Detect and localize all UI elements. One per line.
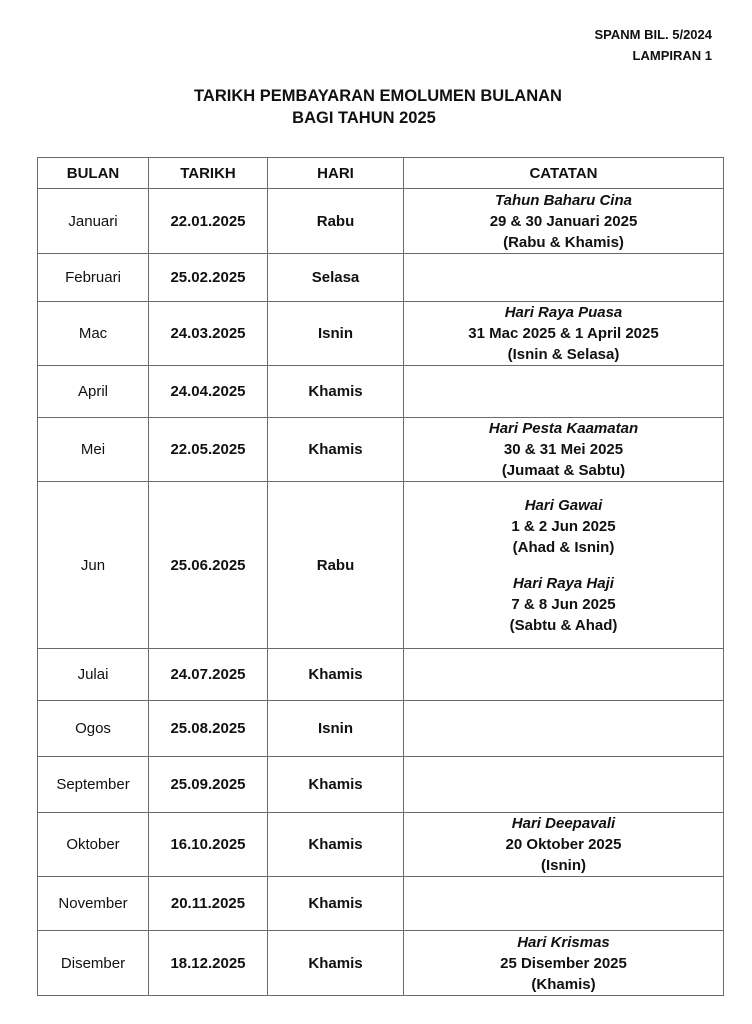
cell-tarikh: 25.09.2025 xyxy=(149,757,268,813)
cell-catatan xyxy=(404,189,724,254)
title-line-2: BAGI TAHUN 2025 xyxy=(292,109,436,127)
table-row xyxy=(38,302,724,366)
cell-tarikh: 24.03.2025 xyxy=(149,302,268,366)
holiday-days: (Isnin) xyxy=(541,857,586,874)
table-row xyxy=(38,757,724,813)
holiday-date: 1 & 2 Jun 2025 xyxy=(511,517,616,535)
cell-hari: Khamis xyxy=(268,813,404,877)
cell-catatan xyxy=(404,931,724,996)
column-header-tarikh: TARIKH xyxy=(149,158,268,189)
holiday-date: 7 & 8 Jun 2025 xyxy=(511,595,616,613)
cell-bulan: Februari xyxy=(38,254,149,302)
cell-hari: Khamis xyxy=(268,877,404,931)
cell-catatan xyxy=(404,813,724,877)
cell-bulan: Mac xyxy=(38,302,149,366)
holiday-days: (Jumaat & Sabtu) xyxy=(501,462,626,479)
cell-catatan xyxy=(404,701,724,757)
cell-catatan xyxy=(404,302,724,366)
attachment-label: LAMPIRAN 1 xyxy=(632,48,712,63)
cell-tarikh: 25.02.2025 xyxy=(149,254,268,302)
cell-hari: Khamis xyxy=(268,418,404,482)
table-row xyxy=(38,482,724,649)
cell-bulan: April xyxy=(38,366,149,418)
cell-tarikh: 18.12.2025 xyxy=(149,931,268,996)
holiday-name: Hari Gawai xyxy=(524,496,603,514)
table-header-row xyxy=(38,158,724,189)
document-reference-block xyxy=(594,24,712,66)
cell-hari: Khamis xyxy=(268,366,404,418)
cell-hari: Isnin xyxy=(268,701,404,757)
spacer xyxy=(404,558,723,573)
holiday-name: Hari Raya Puasa xyxy=(504,304,623,321)
holiday-days: (Sabtu & Ahad) xyxy=(509,616,618,634)
holiday-days: (Ahad & Isnin) xyxy=(512,538,615,556)
cell-hari: Isnin xyxy=(268,302,404,366)
cell-tarikh: 16.10.2025 xyxy=(149,813,268,877)
cell-bulan: Julai xyxy=(38,649,149,701)
table-row xyxy=(38,813,724,877)
column-header-bulan: BULAN xyxy=(38,158,149,189)
cell-tarikh: 20.11.2025 xyxy=(149,877,268,931)
cell-catatan xyxy=(404,757,724,813)
cell-tarikh: 22.01.2025 xyxy=(149,189,268,254)
holiday-name: Hari Krismas xyxy=(517,933,610,951)
title-line-1: TARIKH PEMBAYARAN EMOLUMEN BULANAN xyxy=(194,87,562,105)
table-row xyxy=(38,649,724,701)
cell-bulan: November xyxy=(38,877,149,931)
table-row xyxy=(38,701,724,757)
table-row xyxy=(38,189,724,254)
cell-hari: Khamis xyxy=(268,757,404,813)
cell-catatan xyxy=(404,649,724,701)
cell-hari: Rabu xyxy=(268,189,404,254)
cell-catatan xyxy=(404,482,724,649)
cell-tarikh: 25.08.2025 xyxy=(149,701,268,757)
cell-bulan: Oktober xyxy=(38,813,149,877)
cell-hari: Khamis xyxy=(268,649,404,701)
holiday-date: 29 & 30 Januari 2025 xyxy=(489,212,638,230)
table-row xyxy=(38,366,724,418)
cell-bulan: Disember xyxy=(38,931,149,996)
cell-tarikh: 22.05.2025 xyxy=(149,418,268,482)
payment-schedule-table xyxy=(37,157,724,996)
cell-hari: Khamis xyxy=(268,931,404,996)
holiday-date: 25 Disember 2025 xyxy=(500,954,627,972)
cell-hari: Selasa xyxy=(268,254,404,302)
cell-tarikh: 24.04.2025 xyxy=(149,366,268,418)
table-body xyxy=(38,189,724,996)
column-header-catatan: CATATAN xyxy=(404,158,724,189)
holiday-name: Hari Raya Haji xyxy=(513,574,614,592)
holiday-name: Hari Deepavali xyxy=(511,815,616,832)
cell-bulan: Januari xyxy=(38,189,149,254)
cell-tarikh: 24.07.2025 xyxy=(149,649,268,701)
holiday-days: (Rabu & Khamis) xyxy=(503,233,624,251)
holiday-date: 20 Oktober 2025 xyxy=(505,836,622,853)
column-header-hari: HARI xyxy=(268,158,404,189)
cell-tarikh: 25.06.2025 xyxy=(149,482,268,649)
cell-catatan xyxy=(404,254,724,302)
holiday-date: 30 & 31 Mei 2025 xyxy=(503,441,624,458)
reference-number: SPANM BIL. 5/2024 xyxy=(594,27,712,42)
table-row xyxy=(38,877,724,931)
cell-catatan xyxy=(404,418,724,482)
table-row xyxy=(38,254,724,302)
cell-bulan: September xyxy=(38,757,149,813)
cell-bulan: Jun xyxy=(38,482,149,649)
cell-catatan xyxy=(404,877,724,931)
holiday-date: 31 Mac 2025 & 1 April 2025 xyxy=(468,325,659,342)
table-row xyxy=(38,931,724,996)
table-row xyxy=(38,418,724,482)
holiday-days: (Khamis) xyxy=(531,975,596,993)
cell-hari: Rabu xyxy=(268,482,404,649)
holiday-name: Tahun Baharu Cina xyxy=(495,191,632,209)
document-title xyxy=(0,85,752,129)
cell-catatan xyxy=(404,366,724,418)
holiday-days: (Isnin & Selasa) xyxy=(507,346,620,363)
cell-bulan: Ogos xyxy=(38,701,149,757)
holiday-name: Hari Pesta Kaamatan xyxy=(488,420,639,437)
cell-bulan: Mei xyxy=(38,418,149,482)
